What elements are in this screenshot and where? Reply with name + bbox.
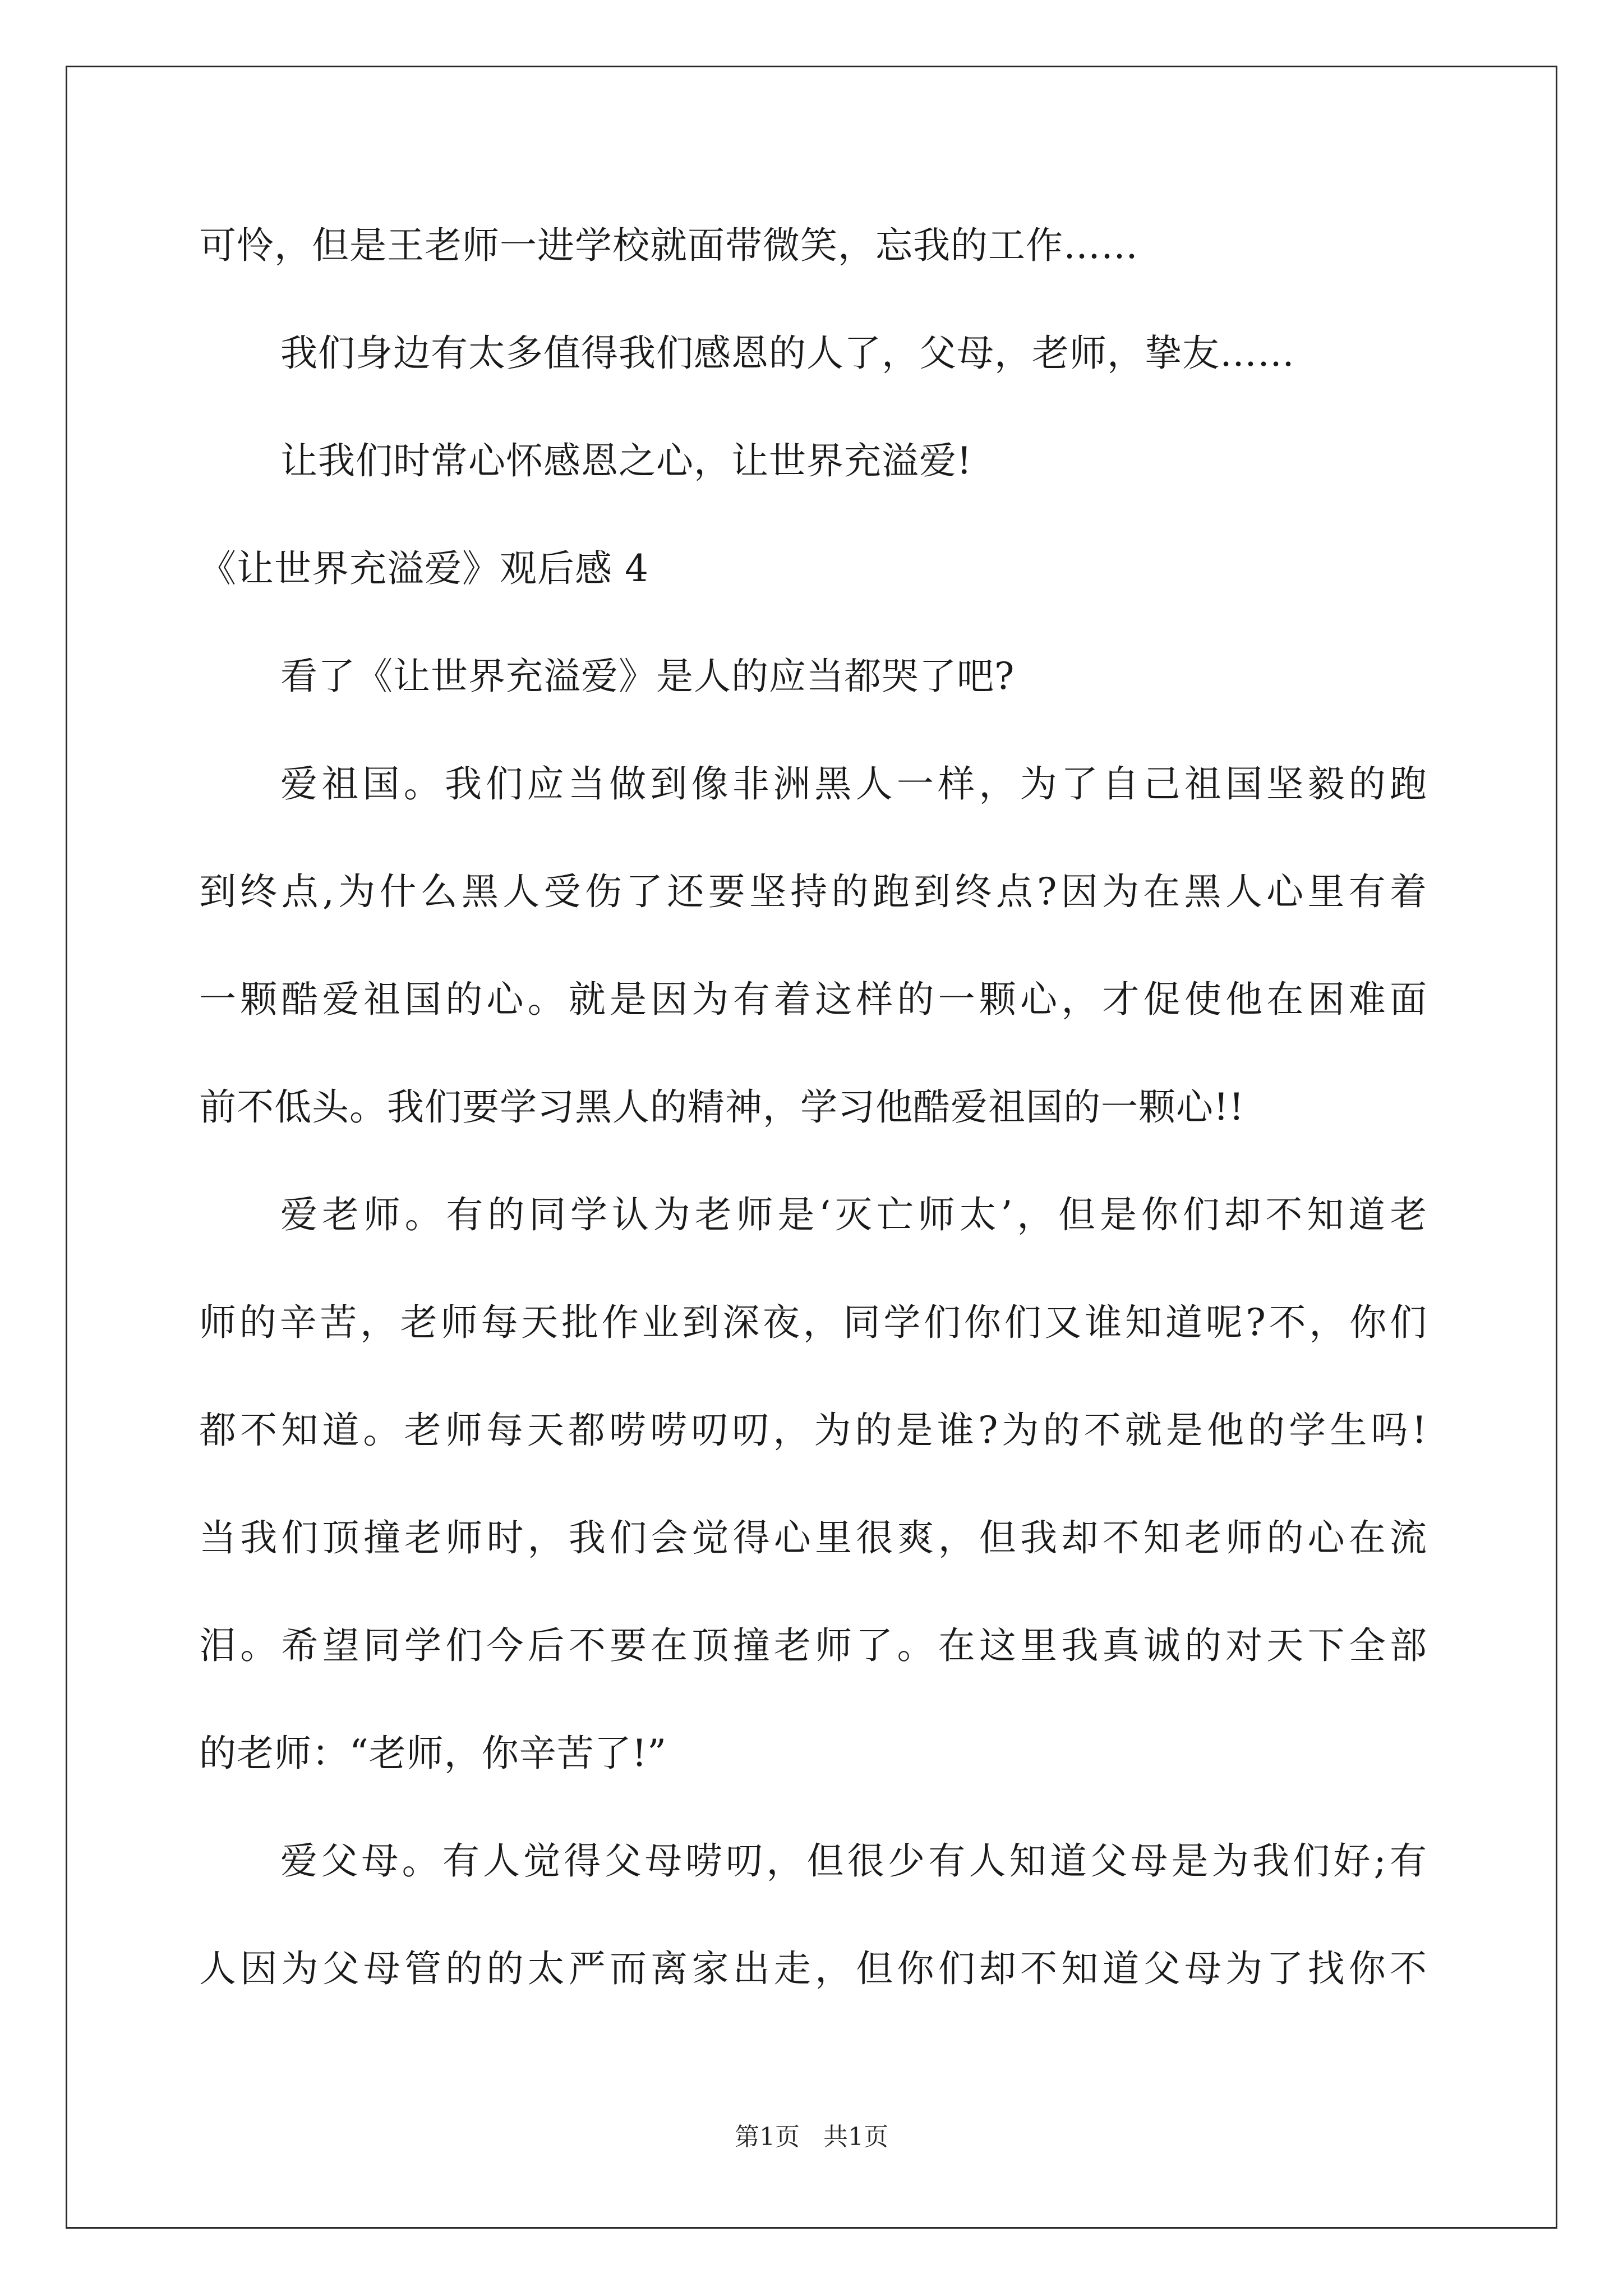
text-line-2: 我们身边有太多值得我们感恩的人了，父母，老师，挚友…… bbox=[280, 332, 1295, 375]
text-line-8: 一颗酷爱祖国的心。就是因为有着这样的一颗心，才促使他在困难面 bbox=[199, 978, 1427, 1021]
text-line-10: 爱老师。有的同学认为老师是‘灭亡师太’，但是你们却不知道老 bbox=[280, 1193, 1427, 1236]
text-line-5: 看了《让世界充溢爱》是人的应当都哭了吧? bbox=[280, 655, 1015, 698]
text-line-16: 爱父母。有人觉得父母唠叨，但很少有人知道父母是为我们好;有 bbox=[280, 1839, 1427, 1883]
text-line-1: 可怜，但是王老师一进学校就面带微笑，忘我的工作…… bbox=[199, 224, 1138, 267]
section-heading: 《让世界充溢爱》观后感 4 bbox=[199, 547, 649, 590]
text-line-3: 让我们时常心怀感恩之心，让世界充溢爱! bbox=[280, 439, 972, 482]
text-line-7: 到终点,为什么黑人受伤了还要坚持的跑到终点?因为在黑人心里有着 bbox=[199, 870, 1427, 913]
text-line-17: 人因为父母管的的太严而离家出走，但你们却不知道父母为了找你不 bbox=[199, 1947, 1427, 1990]
page-number-footer: 第1页 共1页 bbox=[735, 2123, 888, 2151]
text-line-12: 都不知道。老师每天都唠唠叨叨，为的是谁?为的不就是他的学生吗! bbox=[199, 1409, 1427, 1452]
text-line-15: 的老师：“老师，你辛苦了!” bbox=[199, 1732, 667, 1775]
text-line-14: 泪。希望同学们今后不要在顶撞老师了。在这里我真诚的对天下全部 bbox=[199, 1624, 1427, 1667]
text-line-9: 前不低头。我们要学习黑人的精神，学习他酷爱祖国的一颗心!! bbox=[199, 1085, 1245, 1129]
page-border bbox=[66, 66, 1557, 2229]
text-line-6: 爱祖国。我们应当做到像非洲黑人一样，为了自己祖国坚毅的跑 bbox=[280, 762, 1427, 806]
text-line-13: 当我们顶撞老师时，我们会觉得心里很爽，但我却不知老师的心在流 bbox=[199, 1516, 1427, 1559]
text-line-11: 师的辛苦，老师每天批作业到深夜，同学们你们又谁知道呢?不，你们 bbox=[199, 1301, 1427, 1344]
